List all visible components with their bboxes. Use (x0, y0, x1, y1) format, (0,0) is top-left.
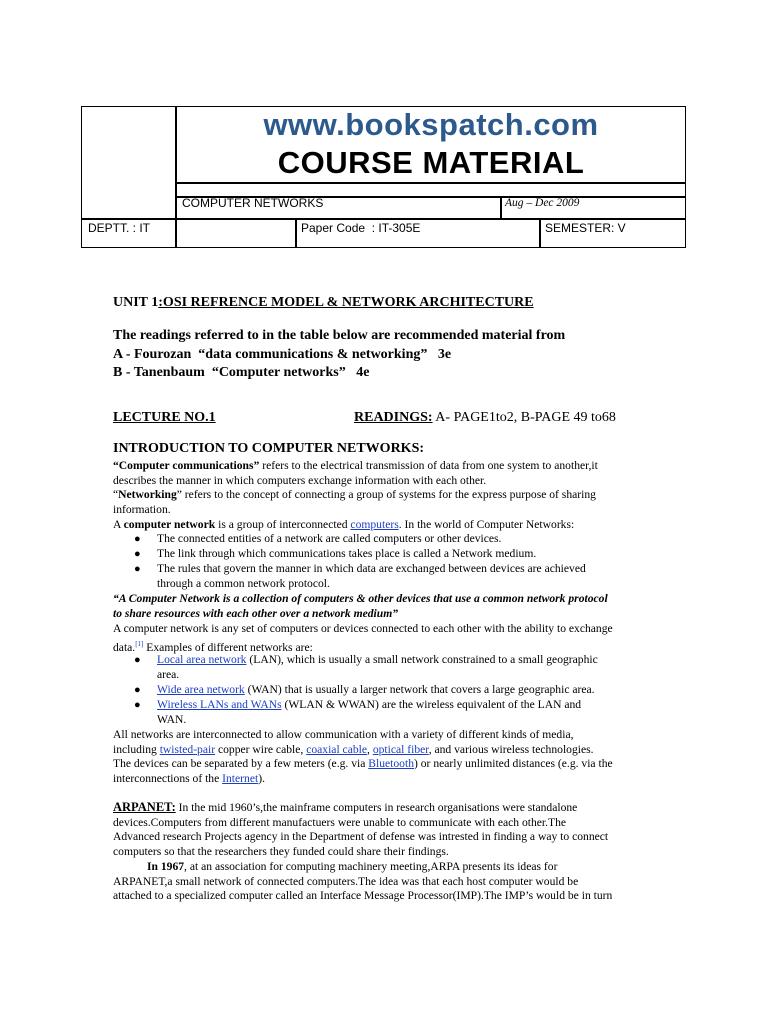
reading-a: A - Fourozan “data communications & networking” 3e (113, 347, 452, 362)
list-item-continued: through a common network protocol. (157, 577, 330, 590)
bullet-dot: ● (134, 548, 141, 560)
body-text: All networks are interconnected to allow communication with a variety of different kinds of media, including twisted-pair copper wire cable, coaxial cable, optical fiber, and various wireless technologies. The devices can be separated by a few meters (e.g. via Bluetooth) or nearly unlimited distances (e.g. via the interconnections of the Internet). (113, 728, 613, 786)
link-wan[interactable]: Wide area network (157, 683, 245, 696)
link-twisted-pair[interactable]: twisted-pair (159, 742, 216, 756)
list-item: The connected entities of a network are called computers or other devices. (157, 532, 502, 545)
table-divider (175, 182, 686, 184)
body-text: “Computer communications” refers to the electrical transmission of data from one system to another,it describes the manner in which computers exchange information with each other. “Networking” refers to the concept of connecting a group of systems for the express purpose of sharing information. A computer network is a group of interconnected computers. In the world of Computer Networks: (113, 459, 598, 531)
unit-heading: UNIT 1:OSI REFRENCE MODEL & NETWORK ARCHITECTURE (113, 295, 534, 310)
section-heading: INTRODUCTION TO COMPUTER NETWORKS: (113, 441, 425, 456)
dept-cell: DEPTT. : IT (88, 221, 151, 235)
link-lan[interactable]: Local area network (157, 653, 247, 666)
table-divider (295, 218, 297, 248)
list-item-continued: WAN. (157, 713, 187, 726)
link-internet[interactable]: Internet (222, 772, 259, 786)
link-coaxial-cable[interactable]: coaxial cable (306, 742, 368, 756)
definition-quote: “A Computer Network is a collection of computers & other devices that use a common network protocol to share resources with each other over a network medium” (113, 592, 608, 620)
bullet-dot: ● (134, 699, 141, 711)
bullet-dot: ● (134, 684, 141, 696)
list-item: The rules that govern the manner in which data are exchanged between devices are achieved (157, 562, 586, 575)
list-item: Wireless LANs and WANs (WLAN & WWAN) are the wireless equivalent of the LAN and (157, 698, 582, 711)
citation-link[interactable]: [1] (135, 639, 144, 648)
session-cell: Aug – Dec 2009 (505, 197, 580, 209)
page-title: COURSE MATERIAL (277, 145, 585, 180)
list-item: Wide area network (WAN) that is usually a larger network that covers a large geographic area. (157, 683, 595, 696)
paper-code-cell: Paper Code : IT-305E (301, 221, 421, 235)
table-divider (539, 218, 541, 248)
table-divider (81, 218, 686, 220)
semester-cell: SEMESTER: V (545, 221, 626, 235)
link-optical-fiber[interactable]: optical fiber (372, 742, 429, 756)
list-item: The link through which communications takes place is called a Network medium. (157, 547, 537, 560)
lecture-label: LECTURE NO.1 (113, 410, 216, 425)
bullet-dot: ● (134, 563, 141, 575)
reading-b: B - Tanenbaum “Computer networks” 4e (113, 365, 370, 380)
link-wireless[interactable]: Wireless LANs and WANs (157, 698, 282, 711)
subject-cell: COMPUTER NETWORKS (182, 196, 324, 210)
arpanet-section: ARPANET: In the mid 1960’s,the mainframe computers in research organisations were standalone devices.Computers from different manufactuers were unable to communicate with each other.The Advanced research Projects agency in the Department of defense was intrested in finding a way to connect computers so that the researchers they funded could share their findings. In 1967, at an association for computing machinery meeting,ARPA presents its ideas for ARPANET,a small network of connected computers.The idea was that each host computer would be attached to a specialized computer called an Interface Message Processor(IMP).The IMP’s would be in turn (113, 800, 613, 903)
bullet-dot: ● (134, 654, 141, 666)
link-computers[interactable]: computers (350, 517, 399, 531)
lecture-readings: READINGS: A- PAGE1to2, B-PAGE 49 to68 (354, 410, 616, 425)
body-text: A computer network is any set of computers or devices connected to each other with the ability to exchange data.[1] Examples of different networks are: (113, 622, 613, 654)
table-divider (500, 196, 502, 219)
link-bluetooth[interactable]: Bluetooth (368, 757, 414, 771)
list-item-continued: area. (157, 668, 180, 681)
bullet-dot: ● (134, 533, 141, 545)
site-url: www.bookspatch.com (263, 107, 599, 142)
list-item: Local area network (LAN), which is usually a small network constrained to a small geographic (157, 653, 598, 666)
readings-intro: The readings referred to in the table below are recommended material from (113, 328, 566, 343)
